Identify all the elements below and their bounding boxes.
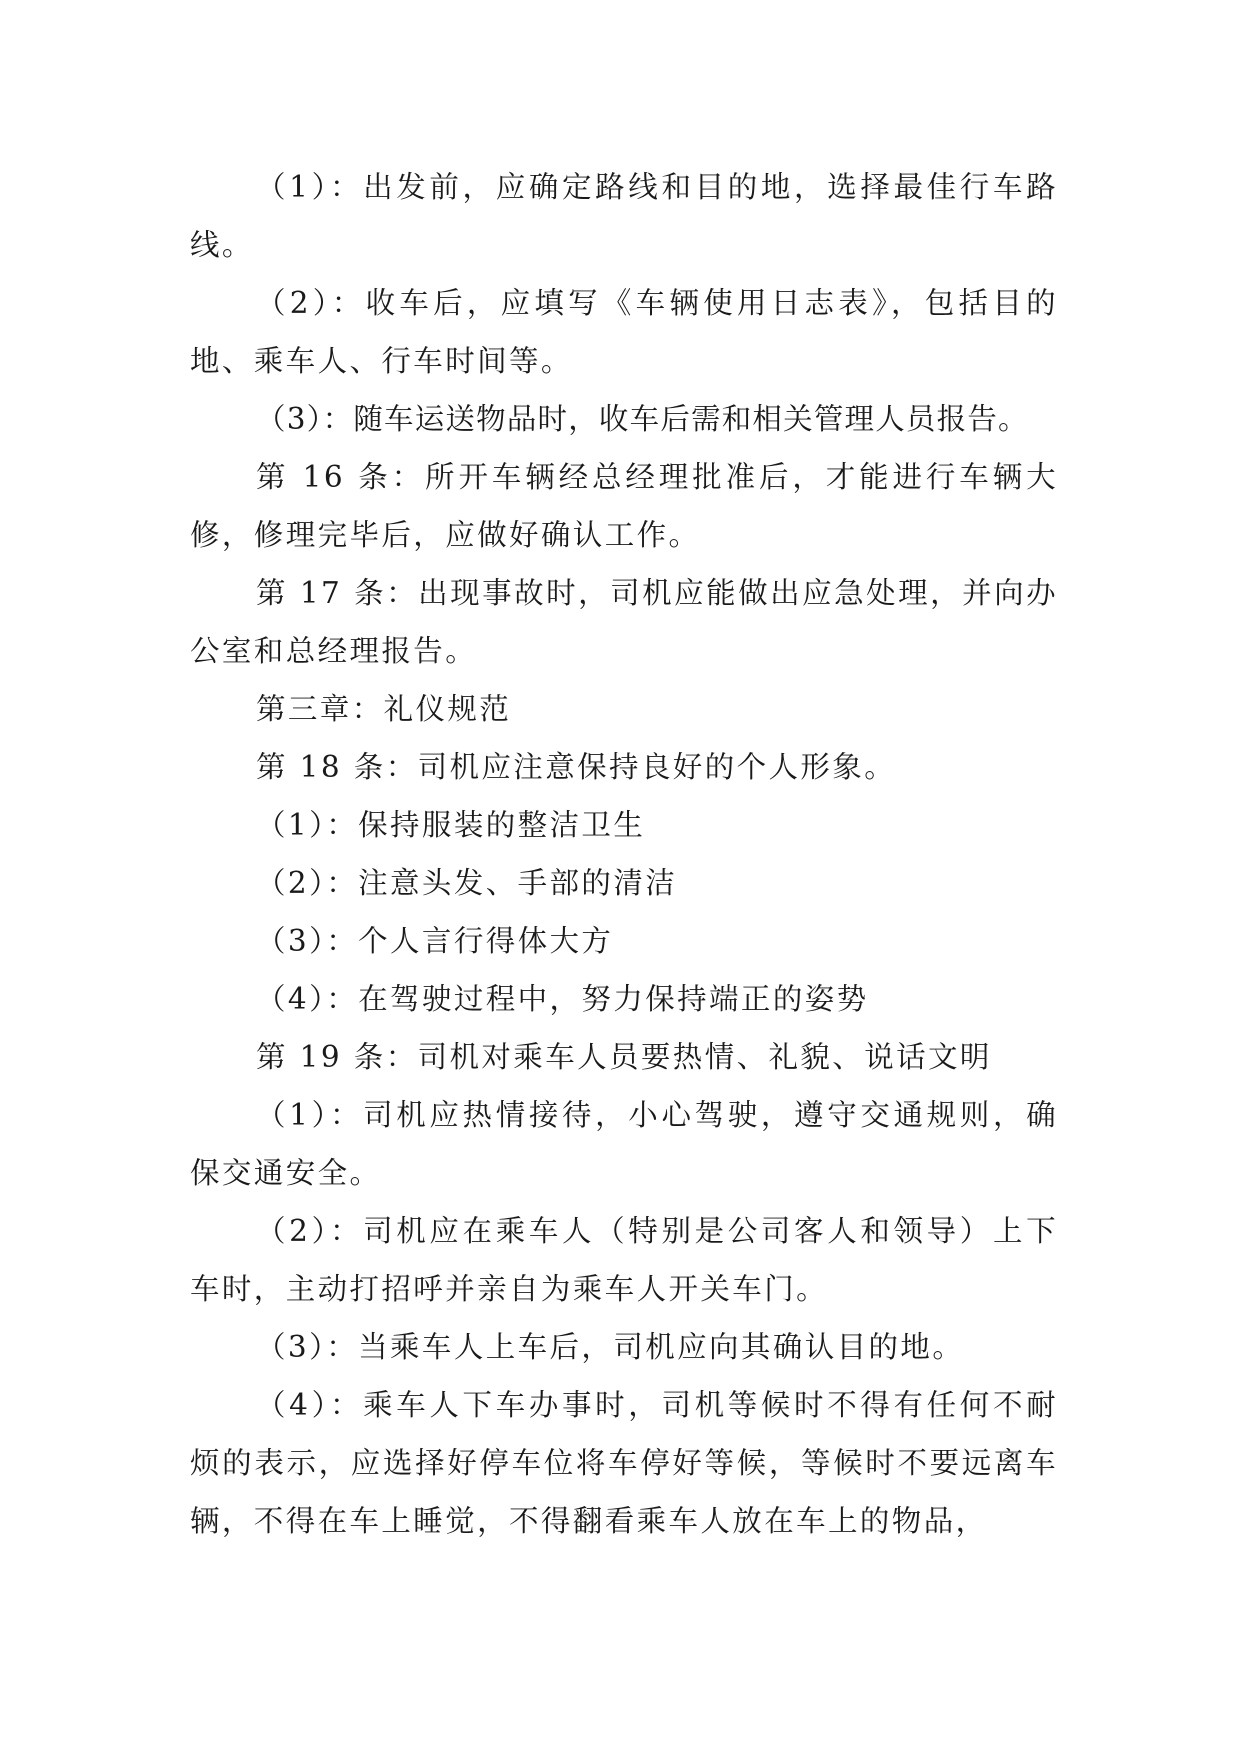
document-body: [190, 158, 1058, 1550]
chapter-heading: 第三章：礼仪规范: [256, 692, 512, 726]
paragraph-item-18-4: （4）：在驾驶过程中，努力保持端正的姿势: [256, 982, 869, 1016]
paragraph-article-17: 第 17 条：出现事故时，司机应能做出应急处理，并向办公室和总经理报告。: [190, 576, 1058, 668]
paragraph-article-19: 第 19 条：司机对乘车人员要热情、礼貌、说话文明: [256, 1040, 992, 1074]
paragraph-item-19-3: （3）：当乘车人上车后，司机应向其确认目的地。: [256, 1330, 965, 1364]
paragraph-item-19-4: （4）：乘车人下车办事时，司机等候时不得有任何不耐烦的表示，应选择好停车位将车停好等候，等候时不要远离车辆，不得在车上睡觉，不得翻看乘车人放在车上的物品，: [190, 1388, 1058, 1538]
paragraph-item-1-1: （1）：出发前，应确定路线和目的地，选择最佳行车路线。: [190, 170, 1058, 262]
paragraph-item-19-1: （1）：司机应热情接待，小心驾驶，遵守交通规则，确保交通安全。: [190, 1098, 1058, 1190]
paragraph-item-19-2: （2）：司机应在乘车人（特别是公司客人和领导）上下车时，主动打招呼并亲自为乘车人开关车门。: [190, 1214, 1058, 1306]
paragraph-article-18: 第 18 条：司机应注意保持良好的个人形象。: [256, 750, 897, 784]
paragraph-item-18-3: （3）：个人言行得体大方: [256, 924, 614, 958]
paragraph-item-18-2: （2）：注意头发、手部的清洁: [256, 866, 678, 900]
paragraph-item-1-2: （2）：收车后，应填写《车辆使用日志表》，包括目的地、乘车人、行车时间等。: [190, 286, 1058, 378]
paragraph-item-18-1: （1）：保持服装的整洁卫生: [256, 808, 646, 842]
paragraph-article-16: 第 16 条：所开车辆经总经理批准后，才能进行车辆大修，修理完毕后，应做好确认工作。: [190, 460, 1058, 552]
paragraph-item-1-3: （3）：随车运送物品时，收车后需和相关管理人员报告。: [256, 402, 1029, 436]
